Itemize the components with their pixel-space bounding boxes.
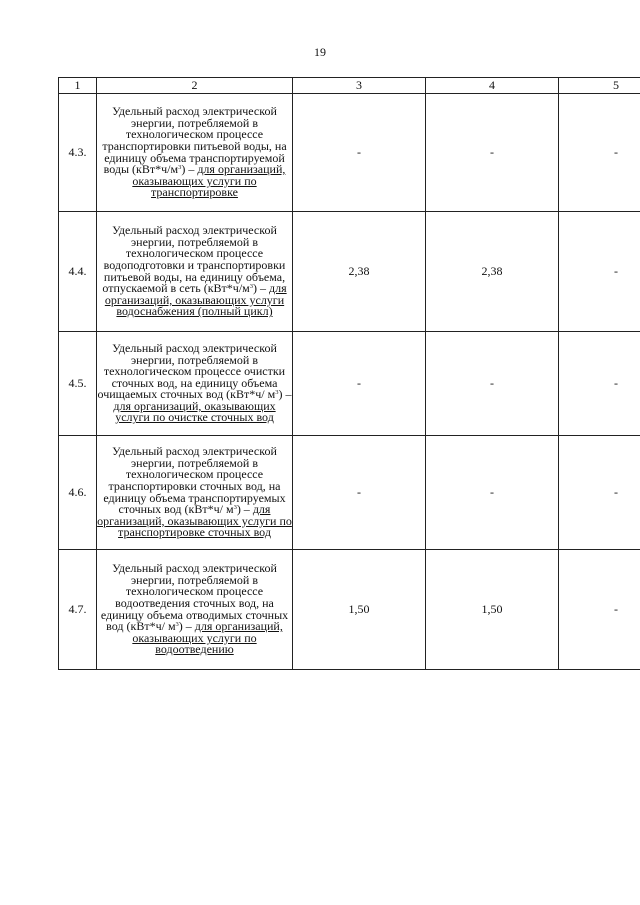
- superscript: 3: [178, 164, 182, 172]
- cell-col-4: 1,50: [426, 550, 559, 670]
- cell-col-3: 2,38: [293, 212, 426, 332]
- cell-col-4: 2,38: [426, 212, 559, 332]
- description-underlined: для организаций, оказывающих услуги по водоотведению: [132, 619, 283, 657]
- indicator-table: [58, 77, 640, 670]
- cell-col-4: -: [426, 436, 559, 550]
- header-row: [59, 78, 640, 94]
- row-number: 4.4.: [59, 212, 97, 332]
- superscript: 3: [249, 283, 253, 291]
- description-mid: ) –: [278, 387, 292, 402]
- cell-col-5: -: [559, 212, 640, 332]
- table-row: [59, 436, 640, 550]
- description-text: Удельный расход электрической энергии, потребляемой в технологическом процессе транспортировки питьевой воды, на единицу объема транспортируемой воды (кВт*ч/м: [102, 104, 287, 177]
- cell-col-3: -: [293, 332, 426, 436]
- description-mid: ) –: [236, 502, 253, 517]
- cell-col-3: 1,50: [293, 550, 426, 670]
- row-number: 4.7.: [59, 550, 97, 670]
- cell-col-4: -: [426, 94, 559, 212]
- description-underlined: для организаций, оказывающих услуги по транспортировке сточных вод: [97, 502, 292, 540]
- description-text: Удельный расход электрической энергии, потребляемой в технологическом процессе транспортировки сточных вод, на единицу объема транспортируемых сточных вод (кВт*ч/ м: [103, 444, 286, 517]
- cell-col-5: -: [559, 436, 640, 550]
- table-row: [59, 550, 640, 670]
- cell-col-3: -: [293, 436, 426, 550]
- row-number: 4.3.: [59, 94, 97, 212]
- description-underlined: для организаций, оказывающих услуги водоснабжения (полный цикл): [104, 281, 287, 319]
- header-col-5: 5: [559, 78, 640, 94]
- page-number: 19: [314, 45, 326, 59]
- cell-col-3: -: [293, 94, 426, 212]
- row-description: [97, 436, 293, 550]
- description-text: Удельный расход электрической энергии, потребляемой в технологическом процессе очистки сточных вод, на единицу объема очищаемых сточных вод (кВт*ч/ м: [97, 340, 286, 402]
- row-description: [97, 94, 293, 212]
- row-description: [97, 550, 293, 670]
- cell-col-5: -: [559, 332, 640, 436]
- table-row: [59, 94, 640, 212]
- cell-col-4: -: [426, 332, 559, 436]
- description-text: Удельный расход электрической энергии, потребляемой в технологическом процессе водоподготовки и транспортировки питьевой воды, на единицу объема, отпускаемой в сеть (кВт*ч/м: [102, 223, 286, 296]
- description-underlined: для организаций, оказывающих услуги по транспортировке: [132, 162, 286, 200]
- header-col-3: 3: [293, 78, 426, 94]
- superscript: 3: [233, 504, 237, 512]
- row-number: 4.6.: [59, 436, 97, 550]
- row-number: 4.5.: [59, 332, 97, 436]
- cell-col-5: -: [559, 94, 640, 212]
- description-mid: ) –: [253, 281, 269, 296]
- cell-col-5: -: [559, 550, 640, 670]
- header-col-4: 4: [426, 78, 559, 94]
- row-description: [97, 332, 293, 436]
- table-row: [59, 212, 640, 332]
- superscript: 3: [175, 621, 179, 629]
- description-mid: ) –: [181, 162, 198, 177]
- header-col-2: 2: [97, 78, 293, 94]
- header-col-1: 1: [59, 78, 97, 94]
- description-underlined: для организаций, оказывающих услуги по очистке сточных вод: [113, 398, 276, 425]
- description-text: Удельный расход электрической энергии, потребляемой в технологическом процессе водоотведения сточных вод, на единицу объема отводимых сточных вод (кВт*ч/ м: [100, 561, 289, 634]
- description-mid: ) –: [178, 619, 195, 634]
- table-row: [59, 332, 640, 436]
- superscript: 3: [275, 389, 279, 397]
- row-description: [97, 212, 293, 332]
